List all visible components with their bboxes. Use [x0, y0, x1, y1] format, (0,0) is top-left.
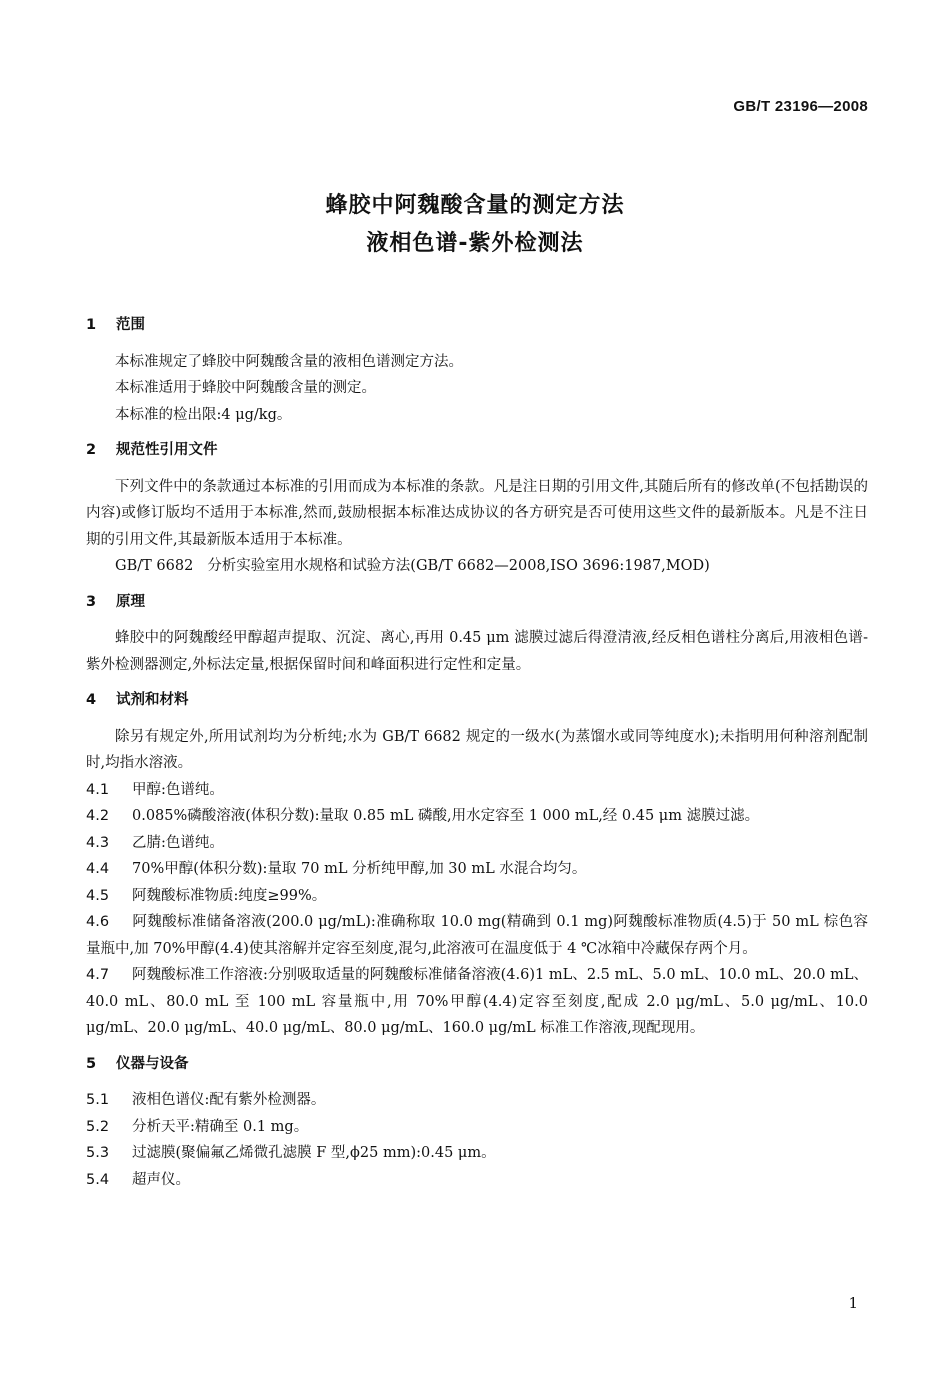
item-text: 超声仪。 — [132, 1171, 190, 1188]
section-title: 试剂和材料 — [116, 692, 189, 708]
section-number: 3 — [86, 593, 97, 610]
section-5-heading — [86, 1051, 868, 1078]
page-number: 1 — [848, 1294, 858, 1312]
section-number: 1 — [86, 317, 97, 333]
item-text: 甲醇:色谱纯。 — [132, 781, 224, 798]
item-number: 4.1 — [86, 781, 110, 798]
section-number: 2 — [86, 442, 97, 458]
list-item — [86, 830, 868, 857]
list-item — [86, 962, 868, 1042]
item-number: 5.3 — [86, 1145, 110, 1161]
item-number: 5.1 — [86, 1092, 110, 1108]
item-text: 70%甲醇(体积分数):量取 70 mL 分析纯甲醇,加 30 mL 水混合均匀。 — [132, 861, 587, 877]
list-item — [86, 909, 868, 962]
section-4-heading — [86, 687, 868, 714]
item-number: 4.5 — [86, 887, 110, 904]
item-number: 5.2 — [86, 1118, 110, 1135]
item-text: 液相色谱仪:配有紫外检测器。 — [132, 1092, 326, 1108]
paragraph: 下列文件中的条款通过本标准的引用而成为本标准的条款。凡是注日期的引用文件,其随后所有的修改单(不包括勘误的内容)或修订版均不适用于本标准,然而,鼓励根据本标准达成协议的各方研究是否可使用这些文件的最新版本。凡是不注日期的引用文件,其最新版本适用于本标准。 — [86, 478, 868, 548]
document-title: 蜂胶中阿魏酸含量的测定方法 — [325, 193, 625, 218]
paragraph: 除另有规定外,所用试剂均为分析纯;水为 GB/T 6682 规定的一级水(为蒸馏水或同等纯度水);未指明用何种溶剂配制时,均指水溶液。 — [86, 728, 868, 771]
item-text: 过滤膜(聚偏氟乙烯微孔滤膜 F 型,ϕ25 mm):0.45 μm。 — [132, 1145, 496, 1161]
list-item — [86, 1167, 868, 1194]
item-number: 4.3 — [86, 834, 110, 851]
list-item — [86, 883, 868, 910]
section-title: 原理 — [116, 593, 145, 610]
section-title: 范围 — [116, 317, 145, 333]
item-number: 4.4 — [86, 861, 110, 877]
section-number: 5 — [86, 1055, 97, 1072]
item-text: 阿魏酸标准储备溶液(200.0 μg/mL):准确称取 10.0 mg(精确到 0.1 mg)阿魏酸标准物质(4.5)于 50 mL 棕色容量瓶中,加 70%甲醇(4.4)使其溶解并定容至刻度,混匀,此溶液可在温度低于 4 ℃冰箱中冷藏保存两个月。 — [86, 914, 868, 957]
item-number: 4.2 — [86, 808, 110, 824]
list-item — [86, 803, 868, 830]
reference-title: 分析实验室用水规格和试验方法(GB/T 6682—2008,ISO 3696:1987,MOD) — [207, 558, 710, 574]
section-2-heading — [86, 437, 868, 464]
reference-code: GB/T 6682 — [115, 558, 194, 574]
section-title: 仪器与设备 — [116, 1055, 189, 1072]
paragraph: 本标准规定了蜂胶中阿魏酸含量的液相色谱测定方法。 — [115, 353, 463, 370]
list-item — [86, 1087, 868, 1114]
section-number: 4 — [86, 692, 97, 708]
item-number: 4.7 — [86, 967, 110, 983]
item-number: 4.6 — [86, 914, 110, 930]
document-subtitle: 液相色谱-紫外检测法 — [366, 231, 584, 256]
paragraph: 本标准适用于蜂胶中阿魏酸含量的测定。 — [115, 380, 376, 396]
item-number: 5.4 — [86, 1171, 110, 1188]
document-body — [86, 312, 868, 1193]
item-text: 0.085%磷酸溶液(体积分数):量取 0.85 mL 磷酸,用水定容至 1 000 mL,经 0.45 μm 滤膜过滤。 — [132, 808, 760, 824]
section-3-heading — [86, 589, 868, 616]
section-title: 规范性引用文件 — [116, 442, 218, 458]
list-item — [86, 1114, 868, 1141]
paragraph: 蜂胶中的阿魏酸经甲醇超声提取、沉淀、离心,再用 0.45 μm 滤膜过滤后得澄清液,经反相色谱柱分离后,用液相色谱-紫外检测器测定,外标法定量,根据保留时间和峰面积进行定性和定量。 — [86, 630, 868, 673]
list-item — [86, 777, 868, 804]
normative-reference — [86, 553, 868, 580]
section-1-heading — [86, 312, 868, 339]
paragraph: 本标准的检出限:4 μg/kg。 — [115, 406, 292, 423]
item-text: 阿魏酸标准物质:纯度≥99%。 — [132, 887, 327, 904]
item-text: 分析天平:精确至 0.1 mg。 — [132, 1118, 309, 1135]
list-item — [86, 1140, 868, 1167]
standard-number: GB/T 23196—2008 — [733, 98, 868, 115]
list-item — [86, 856, 868, 883]
item-text: 乙腈:色谱纯。 — [132, 834, 224, 851]
item-text: 阿魏酸标准工作溶液:分别吸取适量的阿魏酸标准储备溶液(4.6)1 mL、2.5 mL、5.0 mL、10.0 mL、20.0 mL、40.0 mL、80.0 mL 至 100 mL 容量瓶中,用 70%甲醇(4.4)定容至刻度,配成 2.0 μg/mL、5.0 μg/mL、10.0 μg/mL、20.0 μg/mL、40.0 μg/mL、80.0 μg/mL、160.0 μg/mL 标准工作溶液,现配现用。 — [86, 967, 868, 1036]
